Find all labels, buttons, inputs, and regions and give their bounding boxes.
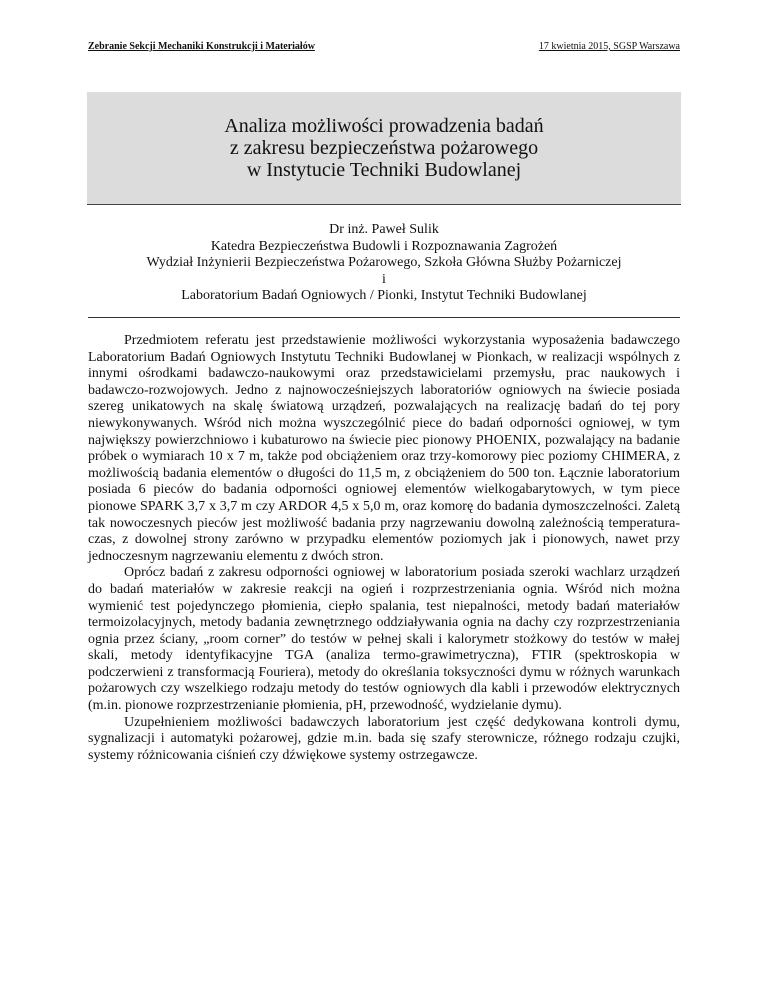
title-line-2: z zakresu bezpieczeństwa pożarowego (229, 137, 539, 159)
author-block (88, 222, 680, 305)
affiliation-faculty: Wydział Inżynierii Bezpieczeństwa Pożarowego, Szkoła Główna Służby Pożarniczej (146, 255, 622, 270)
running-header (88, 40, 680, 56)
header-conference-name: Zebranie Sekcji Mechaniki Konstrukcji i Materiałów (88, 41, 315, 52)
paragraph-1: Przedmiotem referatu jest przedstawienie możliwości wykorzystania wyposażenia badawczego Laboratorium Badań Ogniowych Instytutu Techniki Budowlanej w Pionkach, w realizacji wspólnych z innymi ośrodkami badawczo-naukowymi oraz przedstawicielami przemysłu, prac naukowych i badawczo-rozwojowych. Jedno z najnowocześniejszych laboratoriów ogniowych na świecie posiada szereg unikatowych na skalę światową urządzeń, pozwalających na realizację badań do tej pory niewykonywanych. Wśród nich można wyszczególnić piece do badań odporności ogniowej, w tym największy powierzchniowo i kubaturowo na świecie piec pionowy PHOENIX, pozwalający na badanie próbek o wymiarach 10 x 7 m, także pod obciążeniem oraz trzy-komorowy piec poziomy CHIMERA, z możliwością badania elementów o długości do 11,5 m, z obciążeniem do 500 ton. Łącznie laboratorium posiada 6 pieców do badania odporności ogniowej elementów wielkogabarytowych, w tym piece pionowe SPARK 3,7 x 3,7 m czy ARDOR 4,5 x 5,0 m, oraz komorę do badania dymoszczelności. Zaletą tak nowoczesnych pieców jest możliwość badania przy nagrzewaniu dowolną zależnością temperatura-czas, z dowolnej strony zarówno w przypadku elementów poziomych jak i pionowych, nawet przy jednoczesnym nagrzewaniu elementu z dwóch stron. (88, 333, 680, 564)
paragraph-3: Uzupełnieniem możliwości badawczych laboratorium jest część dedykowana kontroli dymu, sygnalizacji i automatyki pożarowej, gdzie m.in. bada się szafy sterownicze, różnego rodzaju czujki, systemy różnicowania ciśnień czy dźwiękowe systemy ostrzegawcze. (88, 714, 680, 763)
title-box (87, 92, 681, 205)
header-date-location: 17 kwietnia 2015, SGSP Warszawa (538, 41, 680, 52)
author-name: Dr inż. Paweł Sulik (329, 222, 439, 237)
title-line-1: Analiza możliwości prowadzenia badań (224, 115, 544, 137)
section-divider (88, 317, 680, 318)
affiliation-conjunction: i (382, 271, 386, 287)
abstract-body (88, 333, 680, 764)
affiliation-laboratory: Laboratorium Badań Ogniowych / Pionki, Instytut Techniki Budowlanej (181, 288, 587, 303)
affiliation-department: Katedra Bezpieczeństwa Budowli i Rozpoznawania Zagrożeń (210, 238, 558, 254)
title-line-3: w Instytucie Techniki Budowlanej (246, 159, 522, 181)
paragraph-2: Oprócz badań z zakresu odporności ogniowej w laboratorium posiada szeroki wachlarz urządzeń do badań materiałów w zakresie reakcji na ogień i rozprzestrzeniania ognia. Wśród nich można wymienić test pojedynczego płomienia, ciepło spalania, test niepalności, metody badań materiałów termoizolacyjnych, metody badania zewnętrznego oddziaływania ognia na dachy czy rozprzestrzeniania ognia przez ściany, „room corner” do testów w pełnej skali i kalorymetr stożkowy do testów w małej skali, metody identyfikacyjne TGA (analiza termo-grawimetryczna), FTIR (spektroskopia w podczerwieni z transformacją Fouriera), metody do określania toksyczności dymu w różnych warunkach pożarowych czy wszelkiego rodzaju metody do testów ogniowych dla kabli i przewodów elektrycznych (m.in. pionowe rozprzestrzenianie płomienia, pH, przewodność, wydzielanie dymu). (88, 565, 680, 714)
